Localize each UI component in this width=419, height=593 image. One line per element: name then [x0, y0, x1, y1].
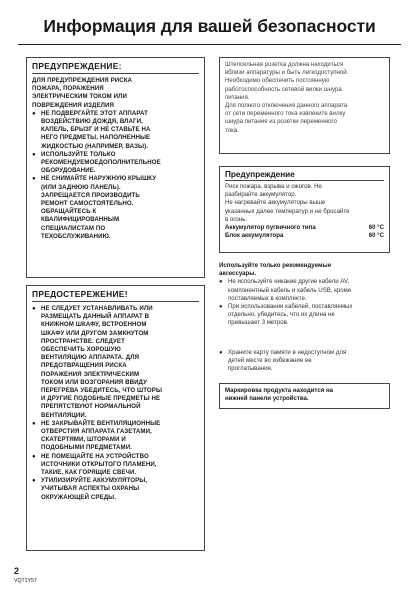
bullet-line: И ДРУГИЕ ПОДОБНЫЕ ПРЕДМЕТЫ НЕ	[41, 395, 161, 403]
bullet-icon: ●	[219, 303, 223, 311]
bullet-line: компонентный кабель и кабель USB, кроме	[228, 286, 352, 294]
warning-intro-line: ДЛЯ ПРЕДУПРЕЖДЕНИЯ РИСКА	[32, 77, 133, 84]
bullet-line: РЕКОМЕНДУЕМОЕДОПОЛНИТЕЛЬНОЕ	[41, 159, 161, 167]
caution-heading: ПРЕДОСТЕРЕЖЕНИЕ!	[32, 289, 128, 299]
warning-bullet	[32, 175, 199, 241]
battery-warning-box	[219, 166, 390, 253]
bullet-line: НЕ ПОДВЕРГАЙТЕ ЭТОТ АППАРАТ	[41, 109, 148, 117]
bullet-icon: ●	[219, 349, 223, 356]
warning-intro-line: ПОВРЕЖДЕНИЯ ИЗДЕЛИЯ	[32, 101, 114, 109]
page-title: Информация для вашей безопасности	[43, 16, 376, 36]
socket-box	[219, 57, 390, 154]
caution-heading-rule	[32, 301, 199, 302]
temp-value: 60 °C	[368, 224, 384, 232]
accessories-heading-line: аксессуары.	[219, 270, 257, 278]
accessories-bullet	[219, 303, 395, 328]
warning-box	[26, 57, 205, 278]
bullet-line: ОТВЕРСТИЯ АППАРАТА ГАЗЕТАМИ,	[41, 428, 152, 436]
bullet-line: КНИЖНОМ ШКАФУ, ВСТРОЕННОМ	[41, 321, 147, 329]
socket-line: питания.	[225, 93, 250, 101]
bullet-icon: ●	[32, 109, 36, 117]
memory-line: Храните карту памяти в недоступном для	[228, 349, 347, 356]
bullet-line: ШКАФУ ИЛИ ДРУГОМ ЗАМКНУТОМ	[41, 329, 149, 337]
bullet-line: ТАКИЕ, КАК ГОРЯЩИЕ СВЕЧИ.	[41, 469, 137, 477]
warning-heading: ПРЕДУПРЕЖДЕНИЕ:	[32, 61, 122, 71]
caution-bullet	[32, 453, 199, 478]
marking-box	[219, 383, 390, 409]
bullet-line: ТОКОМ ИЛИ ВОЗГОРАНИЯ ВВИДУ	[41, 378, 147, 386]
bullet-line: ПОДОБНЫМИ ПРЕДМЕТАМИ.	[41, 444, 132, 452]
bullet-line: УЧИТЫВАЯ АСПЕКТЫ ОХРАНЫ	[41, 485, 140, 493]
bullet-line: ЗАПРЕЩАЕТСЯ ПРОИЗВОДИТЬ	[41, 191, 140, 199]
title-rule	[18, 44, 401, 45]
battery-line: Риск пожара, взрыва и ожогов. Не	[225, 183, 322, 190]
bullet-line: КАПЕЛЬ, БРЫЗГ И НЕ СТАВЬТЕ НА	[41, 126, 151, 134]
warning-bullet	[32, 110, 199, 151]
caution-bullet	[32, 477, 199, 502]
bullet-line: НЕ СНИМАЙТЕ НАРУЖНУЮ КРЫШКУ	[41, 175, 157, 183]
battery-heading: Предупреждение	[225, 170, 295, 179]
socket-line: Для полного отключения данного аппарата	[225, 102, 348, 110]
warning-intro-line: ЭЛЕКТРИЧЕСКИМ ТОКОМ ИЛИ	[32, 93, 127, 101]
bullet-line: УТИЛИЗИРУЙТЕ АККУМУЛЯТОРЫ,	[41, 477, 148, 485]
warning-intro-line: ПОЖАРА, ПОРАЖЕНИЯ	[32, 85, 104, 93]
bullet-line: НЕ ПОМЕЩАЙТЕ НА УСТРОЙСТВО	[41, 452, 149, 460]
bullet-line: Не используйте никакие другие кабели AV,	[228, 278, 350, 286]
marking-line: нижней панели устройства.	[225, 395, 309, 403]
bullet-line: НЕ ЗАКРЫВАЙТЕ ВЕНТИЛЯЦИОННЫЕ	[41, 419, 161, 427]
bullet-line: ЖИДКОСТЬЮ (НАПРИМЕР, ВАЗЫ).	[41, 142, 149, 150]
bullet-line: ИСПОЛЬЗУЙТЕ ТОЛЬКО	[41, 150, 116, 158]
bullet-icon: ●	[32, 175, 36, 183]
bullet-line: НЕ СЛЕДУЕТ УСТАНАВЛИВАТЬ ИЛИ	[41, 305, 153, 312]
bullet-line: ОБЕСПЕЧИТЬ ХОРОШУЮ	[41, 346, 121, 354]
caution-bullet	[32, 305, 199, 420]
temp-row	[225, 224, 384, 232]
bullet-line: ПРЕДОТВРАЩЕНИЯ РИСКА	[41, 362, 127, 370]
bullet-line: ВЕНТИЛЯЦИИ.	[41, 411, 87, 419]
bullet-line: отдельно, убедитесь, что их длина не	[228, 311, 335, 319]
bullet-line: ОКРУЖАЮЩЕЙ СРЕДЫ.	[41, 493, 117, 501]
memory-card-note	[219, 349, 395, 374]
bullet-icon: ●	[32, 452, 36, 460]
bullet-line: ПОРАЖЕНИЯ ЭЛЕКТРИЧЕСКИМ	[41, 370, 140, 378]
bullet-icon: ●	[32, 419, 36, 427]
temp-label: Аккумулятор пугвичного типа	[225, 224, 316, 232]
bullet-line: ПРОСТРАНСТВЕ. СЛЕДУЕТ	[41, 337, 125, 345]
temp-label: Блок аккумулятора	[225, 232, 284, 240]
bullet-icon: ●	[32, 477, 36, 485]
battery-line: разбирайте аккумулятор.	[225, 191, 297, 199]
accessories-bullet	[219, 278, 395, 303]
caution-box	[26, 285, 205, 551]
bullet-icon: ●	[32, 150, 36, 158]
bullet-line: ОБРАЩАЙТЕСЬ К	[41, 208, 97, 216]
accessories-section	[219, 262, 395, 328]
accessories-heading-line: Используйте только рекомендуемые	[219, 262, 332, 269]
memory-line: проглатывания.	[228, 365, 273, 373]
caution-bullet	[32, 420, 199, 453]
bullet-line: ПРЕПЯТСТВУЮТ НОРМАЛЬНОЙ	[41, 403, 141, 411]
socket-line: Штепсельная розетка должна находиться	[225, 61, 344, 68]
warning-heading-rule	[32, 73, 199, 74]
battery-line: в огонь.	[225, 215, 248, 223]
bullet-line: ВОЗДЕЙСТВИЮ ДОЖДЯ, ВЛАГИ,	[41, 118, 143, 126]
socket-line: тока.	[225, 126, 239, 134]
socket-line: Необходимо обеспечить постоянную	[225, 77, 330, 85]
battery-line: указанных далее температур и не бросайте	[225, 207, 350, 215]
accessories-heading	[219, 262, 395, 278]
bullet-line: РАЗМЕЩАТЬ ДАННЫЙ АППАРАТ В	[41, 313, 150, 321]
bullet-line: (ИЛИ ЗАДНЮЮ ПАНЕЛЬ).	[41, 183, 121, 191]
bullet-line: При использовании кабелей, поставляемых	[228, 303, 353, 311]
bullet-line: превышает 3 метров.	[228, 319, 289, 327]
socket-line: работоспособность сетевой вилки шнура	[225, 85, 342, 93]
bullet-line: НЕГО ПРЕДМЕТЫ, НАПОЛНЕННЫЕ	[41, 134, 151, 142]
bullet-line: поставляемых в комплекте.	[228, 294, 307, 302]
warning-bullet	[32, 151, 199, 176]
socket-line: вблизи аппаратуры и быть легкодоступной.	[225, 69, 349, 77]
socket-line: от сети переменного тока извлеките вилку	[225, 110, 346, 118]
memory-line: детей месте во избежание ее	[228, 357, 312, 365]
temp-value: 60 °C	[368, 232, 384, 240]
bullet-line: ОБОРУДОВАНИЕ.	[41, 167, 96, 175]
bullet-line: ТЕХОБСЛУЖИВАНИЮ.	[41, 232, 111, 240]
bullet-line: ИСТОЧНИКИ ОТКРЫТОГО ПЛАМЕНИ,	[41, 460, 157, 468]
bullet-line: ПЕРЕГРЕВА УБЕДИТЕСЬ, ЧТО ШТОРЫ	[41, 387, 163, 395]
warning-intro	[32, 77, 199, 110]
battery-line: Не нагревайте аккумуляторы выше	[225, 199, 326, 207]
bullet-line: РЕМОНТ САМОСТОЯТЕЛЬНО.	[41, 200, 134, 208]
document-code: VQT1Y57	[14, 578, 37, 584]
bullet-line: СПЕЦИАЛИСТАМ ПО	[41, 224, 106, 232]
bullet-icon: ●	[32, 305, 36, 312]
marking-line: Маркировка продукта находится на	[225, 387, 334, 394]
page-number: 2	[14, 566, 20, 576]
temp-row	[225, 232, 384, 240]
socket-line: шнура питания из розетки переменного	[225, 118, 337, 126]
bullet-icon: ●	[219, 278, 223, 286]
bullet-line: КВАЛИФИЦИРОВАННЫМ	[41, 216, 120, 224]
battery-heading-rule	[225, 180, 384, 181]
bullet-line: ВЕНТИЛЯЦИЮ АППАРАТА. ДЛЯ	[41, 354, 140, 362]
bullet-line: СКАТЕРТЯМИ, ШТОРАМИ И	[41, 436, 126, 444]
